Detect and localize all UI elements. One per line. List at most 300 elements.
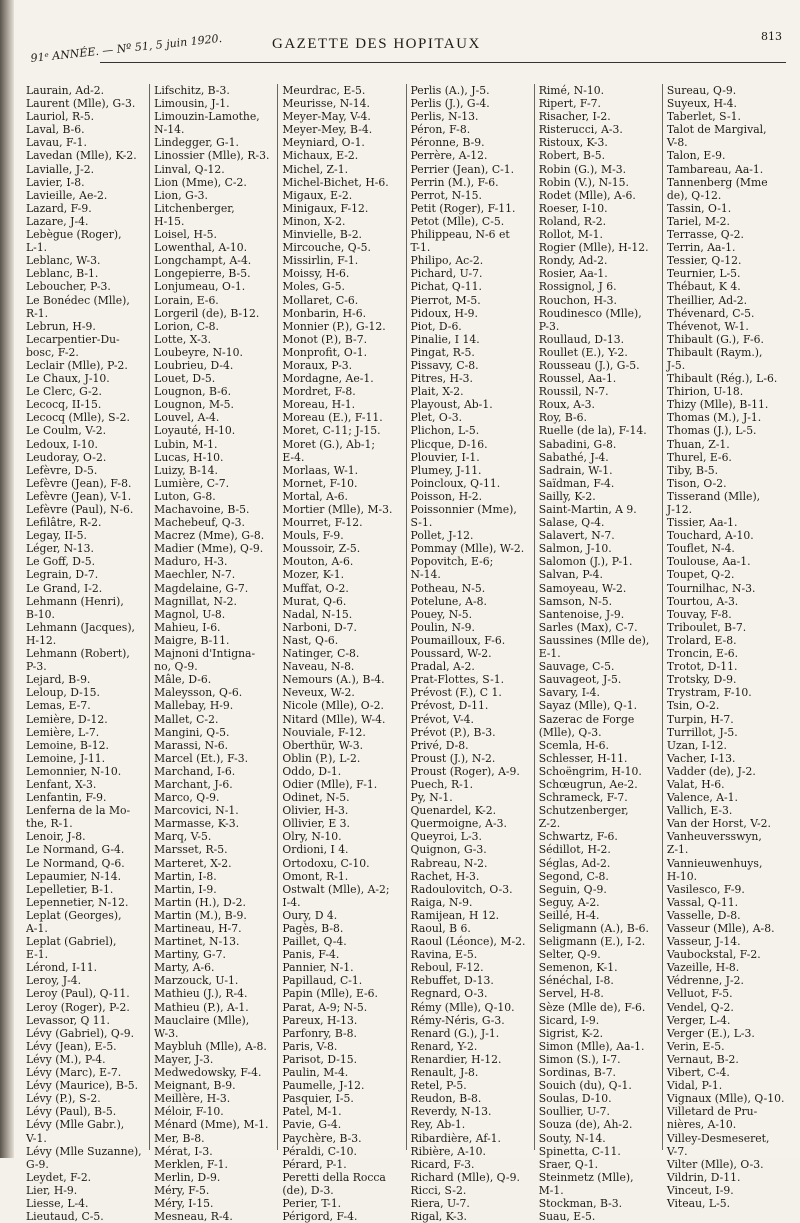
index-entry: Meignant, B-9.: [154, 1079, 236, 1093]
index-entry: Radoulovitch, O-3.: [410, 882, 513, 896]
index-entry: Lecarpentier-Du-: [26, 332, 120, 346]
index-entry: Villetard de Pru-: [666, 1105, 758, 1119]
index-entry: Thévenard, C-5.: [666, 306, 755, 320]
index-entry: Sédillot, H-2.: [538, 843, 611, 857]
index-entry: Rodet (Mlle), A-6.: [538, 188, 636, 202]
index-entry: Lindegger, G-1.: [154, 136, 239, 150]
index-entry: Peretti della Rocca: [282, 1170, 386, 1184]
index-entry: Proust (Roger), A-9.: [410, 764, 520, 778]
index-entry: Mâle, D-6.: [154, 673, 212, 687]
index-entry: Lemière, L-7.: [26, 725, 100, 739]
index-entry: Seligmann (E.), I-2.: [538, 935, 646, 949]
index-entry: Leclair (Mlle), P-2.: [26, 358, 128, 372]
index-entry: Paris, V-8.: [282, 1039, 338, 1053]
index-entry: Lepennetier, N-12.: [26, 895, 129, 909]
index-entry: Mayer, J-3.: [154, 1052, 214, 1066]
index-entry: Lemoine, J-11.: [26, 751, 106, 765]
index-entry: Salavert, N-7.: [538, 529, 615, 543]
index-entry: Mallebay, H-9.: [154, 699, 234, 713]
index-entry: Macrez (Mme), G-8.: [154, 529, 265, 543]
index-entry: Madier (Mme), Q-9.: [154, 542, 264, 556]
index-entry: Vignaux (Mlle), Q-10.: [666, 1092, 785, 1106]
index-entry: Thizy (Mlle), B-11.: [666, 398, 769, 412]
index-entry: Maduro, H-3.: [154, 555, 228, 569]
index-entry: Paulin, M-4.: [282, 1066, 349, 1080]
index-entry: Plouvier, I-1.: [410, 450, 480, 464]
index-entry: A-1.: [26, 922, 48, 935]
index-entry: Touchard, A-10.: [666, 529, 754, 543]
index-entry: Semenon, K-1.: [538, 961, 618, 975]
index-entry: Michaux, E-2.: [282, 149, 359, 163]
index-entry: Lieutaud, C-5.: [26, 1210, 104, 1223]
index-entry: Méloir, F-10.: [154, 1105, 224, 1119]
index-entry: Simon (Mlle), Aa-1.: [538, 1039, 645, 1053]
index-entry: Murat, Q-6.: [282, 594, 347, 608]
index-entry: Lejard, B-9.: [26, 673, 91, 687]
index-entry: Rigal, K-3.: [410, 1210, 467, 1223]
index-entry: Renault, J-8.: [410, 1066, 479, 1080]
index-entry: Prévot, V-4.: [410, 712, 474, 726]
index-entry: Thibault (Rég.), L-6.: [666, 372, 778, 386]
index-entry: Rousseau (J.), G-5.: [538, 358, 640, 372]
index-entry: S-1.: [410, 516, 433, 530]
index-entry: Pasquier, I-5.: [282, 1092, 354, 1106]
index-entry: B-10.: [26, 607, 55, 621]
index-entry: Lemière, D-12.: [26, 712, 108, 726]
index-entry: Philippeau, N-6 et: [410, 228, 510, 242]
index-entry: Verger, L-4.: [666, 1013, 731, 1027]
index-entry: Lion (Mme), C-2.: [154, 175, 247, 189]
index-entry: Schrameck, F-7.: [538, 791, 628, 805]
index-entry: Lehmann (Henri),: [26, 594, 124, 608]
index-entry: Olivier, H-3.: [282, 804, 349, 818]
index-entry: Lavedan (Mlle), K-2.: [26, 149, 137, 163]
index-entry: Mesneau, R-4.: [154, 1210, 233, 1223]
index-entry: Rollot, M-1.: [538, 228, 603, 242]
index-entry: Poincloux, Q-11.: [410, 476, 501, 490]
index-entry: Vendel, Q-2.: [666, 1000, 734, 1014]
index-entry: Maybluh (Mlle), A-8.: [154, 1039, 267, 1053]
index-entry: Seguy, A-2.: [538, 895, 600, 909]
index-entry: Mornet, F-10.: [282, 476, 358, 490]
index-entry: Marq, V-5.: [154, 830, 212, 844]
index-entry: Raiga, N-9.: [410, 895, 473, 909]
index-entry: Reverdy, N-13.: [410, 1105, 492, 1119]
index-entry: Turrillot, J-5.: [666, 725, 738, 739]
index-entry: Salmon, J-10.: [538, 542, 612, 556]
index-entry: Muffat, O-2.: [282, 581, 349, 595]
index-entry: Sauvageot, J-5.: [538, 673, 622, 687]
index-entry: Tiby, B-5.: [666, 463, 719, 477]
index-entry: Marassi, N-6.: [154, 738, 229, 752]
index-entry: Naveau, N-8.: [282, 660, 355, 674]
index-entry: E-4.: [282, 450, 305, 464]
index-entry: Pichat, Q-11.: [410, 280, 482, 294]
index-entry: Lifschitz, B-3.: [154, 84, 230, 97]
index-entry: Lavau, F-1.: [26, 136, 87, 150]
index-entry: Pérard, P-1.: [282, 1157, 347, 1171]
index-entry: Talot de Margival,: [666, 123, 767, 137]
index-entry: Lowenthal, A-10.: [154, 241, 248, 255]
index-entry: Lier, H-9.: [26, 1183, 78, 1197]
index-entry: Samson, N-5.: [538, 594, 613, 608]
index-entry: Prévost, D-11.: [410, 699, 489, 713]
index-entry: no, Q-9.: [154, 660, 198, 674]
index-entry: Lotte, X-3.: [154, 332, 212, 346]
index-entry: Lavialle, J-2.: [26, 162, 95, 176]
index-entry: Tannenberg (Mme: [666, 175, 768, 189]
index-entry: Lumière, C-7.: [154, 476, 230, 490]
index-entry: Monprofit, O-1.: [282, 345, 368, 359]
index-entry: Mathieu (P.), A-1.: [154, 1000, 249, 1014]
index-entry: Puech, R-1.: [410, 777, 474, 791]
index-entry: Richard (Mlle), Q-9.: [410, 1170, 520, 1184]
index-entry: Toulouse, Aa-1.: [666, 555, 751, 569]
index-entry: Longepierre, B-5.: [154, 267, 251, 281]
index-entry: Thibault (G.), F-6.: [666, 332, 764, 346]
index-entry: Lévy (Maurice), B-5.: [26, 1079, 139, 1093]
index-entry: Nemours (A.), B-4.: [282, 673, 385, 687]
index-entry: Seligmann (A.), B-6.: [538, 922, 649, 935]
index-entry: Quignon, G-3.: [410, 843, 487, 857]
index-entry: Lefèvre (Jean), V-1.: [26, 489, 132, 503]
index-entry: Schœugrun, Ae-2.: [538, 777, 638, 791]
index-entry: Saint-Martin, A 9.: [538, 503, 637, 516]
index-entry: Potelune, A-8.: [410, 594, 487, 608]
index-entry: Oberthür, W-3.: [282, 738, 364, 752]
index-entry: L-1.: [26, 241, 48, 255]
index-entry: Plait, X-2.: [410, 385, 464, 399]
index-entry: Talon, E-9.: [666, 149, 726, 163]
index-entry: Philipo, Ac-2.: [410, 254, 484, 268]
index-entry: Vaubockstal, F-2.: [666, 948, 761, 962]
index-entry: Lebrun, H-9.: [26, 319, 96, 333]
index-entry: Magnol, U-8.: [154, 607, 226, 621]
index-entry: Patel, M-1.: [282, 1105, 342, 1119]
index-entry: Leboucher, P-3.: [26, 280, 111, 294]
index-entry: Medwedowsky, F-4.: [154, 1066, 262, 1080]
index-entry: Renard, Y-2.: [410, 1039, 478, 1053]
index-entry: Péraldi, C-10.: [282, 1144, 357, 1158]
index-entry: Sayaz (Mlle), Q-1.: [538, 699, 638, 713]
index-entry: Vildrin, D-11.: [666, 1170, 741, 1184]
index-entry: Perrier (Jean), C-1.: [410, 162, 515, 176]
index-entry: Poulin, N-9.: [410, 620, 475, 634]
index-entry: Teurnier, L-5.: [666, 267, 741, 281]
index-entry: Majnoni d'Intigna-: [154, 647, 256, 661]
index-entry: Saïdman, F-4.: [538, 476, 615, 490]
index-entry: Servel, H-8.: [538, 987, 604, 1001]
issue-line: 91ᵉ ANNÉE. — Nº 51, 5 juin 1920.: [30, 31, 223, 65]
index-entry: Ristoux, K-3.: [538, 136, 608, 150]
index-entry: Vernaut, B-2.: [666, 1052, 739, 1066]
index-entry: Lenferna de la Mo-: [26, 804, 131, 818]
index-entry: Sèze (Mlle de), F-6.: [538, 1000, 646, 1014]
index-entry: Nicole (Mlle), O-2.: [282, 699, 384, 713]
index-entry: Trotot, D-11.: [666, 660, 738, 674]
index-entry: Leplat (Georges),: [26, 908, 122, 922]
index-entry: Trolard, E-8.: [666, 633, 737, 647]
index-entry: N-14.: [154, 123, 185, 137]
index-entry: Ripert, F-7.: [538, 97, 601, 111]
index-entry: Retel, P-5.: [410, 1079, 467, 1093]
index-entry: Stockman, B-3.: [538, 1196, 623, 1210]
index-entry: Moreau (E.), F-11.: [282, 411, 383, 425]
index-entry: Mahieu, I-6.: [154, 620, 221, 634]
index-entry: Tassin, O-1.: [666, 201, 732, 215]
index-entry: Ortodoxu, C-10.: [282, 856, 370, 870]
index-entry: Laval, B-6.: [26, 123, 85, 137]
index-entry: Loisel, H-5.: [154, 228, 217, 242]
index-entry: Olry, N-10.: [282, 830, 342, 844]
index-entry: Paumelle, J-12.: [282, 1079, 365, 1093]
index-column-4: [407, 84, 535, 1223]
index-entry: Leroy (Roger), P-2.: [26, 1000, 130, 1014]
index-entry: Magdelaine, G-7.: [154, 581, 249, 595]
index-entry: Lazare, J-4.: [26, 214, 89, 228]
index-entry: Thirion, U-18.: [666, 385, 744, 399]
index-entry: Ménard (Mme), M-1.: [154, 1118, 269, 1132]
index-entry: Péronne, B-9.: [410, 136, 485, 150]
index-entry: Thévenot, W-1.: [666, 319, 749, 333]
index-entry: Liesse, L-4.: [26, 1196, 89, 1210]
index-entry: Saussines (Mlle de),: [538, 633, 650, 647]
index-entry: Pannier, N-1.: [282, 961, 354, 975]
index-entry: Martinet, N-13.: [154, 935, 240, 949]
index-entry: Robin (V.), N-15.: [538, 175, 629, 189]
index-entry: Thuan, Z-1.: [666, 437, 730, 451]
index-entry: (Mlle), Q-3.: [538, 725, 602, 739]
index-entry: Lavier, I-8.: [26, 175, 85, 189]
index-entry: Moussoir, Z-5.: [282, 542, 361, 556]
index-entry: Vinceut, I-9.: [666, 1183, 734, 1197]
index-entry: Rouchon, H-3.: [538, 293, 617, 307]
index-entry: Vasilesco, F-9.: [666, 882, 745, 896]
index-entry: Marteret, X-2.: [154, 856, 232, 870]
index-entry: Moret, C-11; J-15.: [282, 424, 381, 438]
index-entry: Le Bonédec (Mlle),: [26, 293, 130, 307]
index-entry: Vasseur (Mlle), A-8.: [666, 922, 775, 935]
index-entry: Villey-Desmeseret,: [666, 1131, 770, 1145]
index-entry: Migaux, E-2.: [282, 188, 353, 202]
index-entry: Thomas (M.), J-1.: [666, 411, 762, 425]
index-entry: Vannieuwenhuys,: [666, 856, 763, 870]
index-entry: Perrin (M.), F-6.: [410, 175, 499, 189]
index-entry: Spinetta, C-11.: [538, 1144, 621, 1158]
index-entry: Tsin, O-2.: [666, 699, 720, 713]
index-entry: Valence, A-1.: [666, 791, 738, 805]
index-entry: Louvel, A-4.: [154, 411, 220, 425]
index-entry: Roeser, I-10.: [538, 201, 608, 215]
index-entry: Mordret, F-8.: [282, 385, 356, 399]
index-entry: Michel, Z-1.: [282, 162, 349, 176]
index-entry: Theillier, Ad-2.: [666, 293, 748, 307]
index-entry: Vasseur, J-14.: [666, 935, 741, 949]
index-entry: Litchenberger,: [154, 201, 235, 215]
index-entry: E-1.: [538, 647, 561, 661]
index-entry: Legrain, D-7.: [26, 568, 99, 582]
index-entry: Santenoise, J-9.: [538, 607, 625, 621]
index-entry: Louet, D-5.: [154, 372, 216, 386]
index-entry: Monot (P.), B-7.: [282, 332, 368, 346]
index-entry: Seillé, H-4.: [538, 908, 600, 922]
index-entry: Soulas, D-10.: [538, 1092, 612, 1106]
index-entry: Tisserand (Mlle),: [666, 489, 761, 503]
index-entry: Mouton, A-6.: [282, 555, 354, 569]
index-entry: Potheau, N-5.: [410, 581, 486, 595]
index-entry: Oury, D 4.: [282, 908, 338, 922]
index-entry: Raoul (Léonce), M-2.: [410, 935, 526, 949]
index-entry: Poissonnier (Mme),: [410, 503, 517, 516]
index-entry: Touvay, F-8.: [666, 607, 732, 621]
index-entry: Petot (Mlle), C-5.: [410, 214, 505, 228]
index-entry: Narboni, D-7.: [282, 620, 357, 634]
index-entry: Mollaret, C-6.: [282, 293, 359, 307]
index-entry: Troncin, E-6.: [666, 647, 739, 661]
index-entry: H-15.: [154, 214, 185, 228]
index-entry: Lenfantin, F-9.: [26, 791, 107, 805]
index-entry: Reudon, B-8.: [410, 1092, 482, 1106]
index-entry: Martin (H.), D-2.: [154, 895, 246, 909]
index-entry: Linossier (Mlle), R-3.: [154, 149, 270, 163]
index-entry: H-10.: [666, 869, 698, 883]
index-entry: Tissier, Aa-1.: [666, 516, 738, 530]
index-entry: Michel-Bichet, H-6.: [282, 175, 389, 189]
index-entry: Privé, D-8.: [410, 738, 469, 752]
index-entry: Lebègue (Roger),: [26, 228, 122, 242]
index-entry: Risacher, I-2.: [538, 110, 611, 124]
index-entry: Marco, Q-9.: [154, 791, 220, 805]
index-entry: Prévot (P.), B-3.: [410, 725, 496, 739]
index-entry: Lauriol, R-5.: [26, 110, 95, 124]
index-entry: Leudoray, O-2.: [26, 450, 107, 464]
index-entry: Lavieille, Ae-2.: [26, 188, 108, 202]
index-entry: Panis, F-4.: [282, 948, 340, 962]
index-entry: Pagès, B-8.: [282, 922, 344, 935]
index-entry: J-5.: [666, 358, 686, 372]
index-entry: Meyniard, O-1.: [282, 136, 365, 150]
index-entry: Uzan, I-12.: [666, 738, 727, 752]
index-entry: Mathieu (J.), R-4.: [154, 987, 248, 1001]
index-entry: the, R-1.: [26, 817, 73, 831]
index-entry: Verger (E.), L-3.: [666, 1026, 755, 1040]
index-entry: Marty, A-6.: [154, 961, 215, 975]
index-entry: Vanheuversswyn,: [666, 830, 762, 844]
index-entry: Z-1.: [666, 843, 689, 857]
index-entry: Roy, B-6.: [538, 411, 587, 425]
index-entry: Loubeyre, N-10.: [154, 345, 243, 359]
index-entry: Moreau, H-1.: [282, 398, 356, 412]
index-entry: Seguin, Q-9.: [538, 882, 607, 896]
index-column-1: [22, 84, 150, 1223]
index-entry: Leblanc, W-3.: [26, 254, 101, 268]
index-entry: Léger, N-13.: [26, 542, 94, 556]
index-entry: Lemonnier, N-10.: [26, 764, 122, 778]
index-entry: Valat, H-6.: [666, 777, 725, 791]
index-entry: Le Chaux, J-10.: [26, 372, 110, 386]
index-entry: G-9.: [26, 1157, 49, 1171]
index-entry: Mircouche, Q-5.: [282, 241, 371, 255]
index-entry: Missirlin, F-1.: [282, 254, 359, 268]
index-entry: Lévy (Mlle Suzanne),: [26, 1144, 142, 1158]
index-entry: Leplat (Gabriel),: [26, 935, 117, 949]
index-entry: P-3.: [538, 319, 560, 333]
index-entry: Ostwalt (Mlle), A-2;: [282, 882, 390, 896]
index-entry: Perier, T-1.: [282, 1196, 342, 1210]
index-entry: Merklen, F-1.: [154, 1157, 228, 1171]
index-entry: Z-2.: [538, 817, 561, 831]
index-entry: P-3.: [26, 660, 47, 674]
index-entry: Védrenne, J-2.: [666, 974, 744, 988]
index-entry: Trystram, F-10.: [666, 686, 752, 700]
index-entry: Perlis (J.), G-4.: [410, 97, 490, 111]
index-entry: Roussil, N-7.: [538, 385, 609, 399]
index-entry: I-4.: [282, 895, 301, 909]
index-entry: Lemoine, B-12.: [26, 738, 109, 752]
index-entry: V-8.: [666, 136, 688, 150]
index-entry: Maleysson, Q-6.: [154, 686, 243, 700]
index-entry: Ricci, S-2.: [410, 1183, 467, 1197]
index-entry: Longchampt, A-4.: [154, 254, 252, 268]
index-entry: Verin, E-5.: [666, 1039, 725, 1053]
index-entry: Marchand, I-6.: [154, 764, 236, 778]
index-entry: Perrère, A-12.: [410, 149, 488, 163]
index-entry: Lecocq (Mlle), S-2.: [26, 411, 130, 425]
index-entry: M-1.: [538, 1183, 564, 1197]
index-entry: Lefèvre, D-5.: [26, 463, 98, 477]
index-entry: Salomon (J.), P-1.: [538, 555, 633, 569]
index-entry: Tambareau, Aa-1.: [666, 162, 764, 176]
index-entry: Perlis, N-13.: [410, 110, 479, 124]
index-entry: Terrasse, Q-2.: [666, 228, 744, 242]
index-entry: Omont, R-1.: [282, 869, 349, 883]
index-entry: Marzouck, U-1.: [154, 974, 239, 988]
index-entry: Pouey, N-5.: [410, 607, 473, 621]
index-entry: Savary, I-4.: [538, 686, 600, 700]
index-entry: Minvielle, B-2.: [282, 228, 362, 242]
index-entry: Van der Horst, V-2.: [666, 817, 771, 831]
index-entry: Natinger, C-8.: [282, 647, 360, 661]
index-entry: Mallet, C-2.: [154, 712, 219, 726]
index-entry: Paychère, B-3.: [282, 1131, 362, 1145]
index-entry: Oblin (P.), L-2.: [282, 751, 361, 765]
index-entry: Ramijean, H 12.: [410, 908, 500, 922]
index-entry: Rossignol, J 6.: [538, 280, 617, 294]
index-entry: Lubin, M-1.: [154, 437, 218, 451]
index-entry: Lefilâtre, R-2.: [26, 516, 102, 530]
journal-title: GAZETTE DES HOPITAUX: [272, 36, 481, 52]
index-entry: Loubrieu, D-4.: [154, 358, 234, 372]
index-entry: Poumailloux, F-6.: [410, 633, 506, 647]
index-entry: Pissavy, C-8.: [410, 358, 479, 372]
index-entry: E-1.: [26, 948, 49, 962]
index-entry: Lorain, E-6.: [154, 293, 219, 307]
index-entry: Rabreau, N-2.: [410, 856, 488, 870]
index-entry: Le Goff, D-5.: [26, 555, 96, 569]
index-entry: Périgord, F-4.: [282, 1210, 358, 1223]
index-entry: Monbarin, H-6.: [282, 306, 366, 320]
index-entry: Souza (de), Ah-2.: [538, 1118, 633, 1132]
index-entry: Lion, G-3.: [154, 188, 208, 202]
index-entry: Taberlet, S-1.: [666, 110, 741, 124]
index-entry: Machebeuf, Q-3.: [154, 516, 245, 530]
index-entry: Salvan, P-4.: [538, 568, 603, 582]
index-entry: Rey, Ab-1.: [410, 1118, 466, 1132]
index-entry: Suau, E-5.: [538, 1210, 596, 1223]
index-entry: Petit (Roger), F-11.: [410, 201, 516, 215]
index-entry: Moraux, P-3.: [282, 358, 353, 372]
index-entry: Meillère, H-3.: [154, 1092, 231, 1106]
